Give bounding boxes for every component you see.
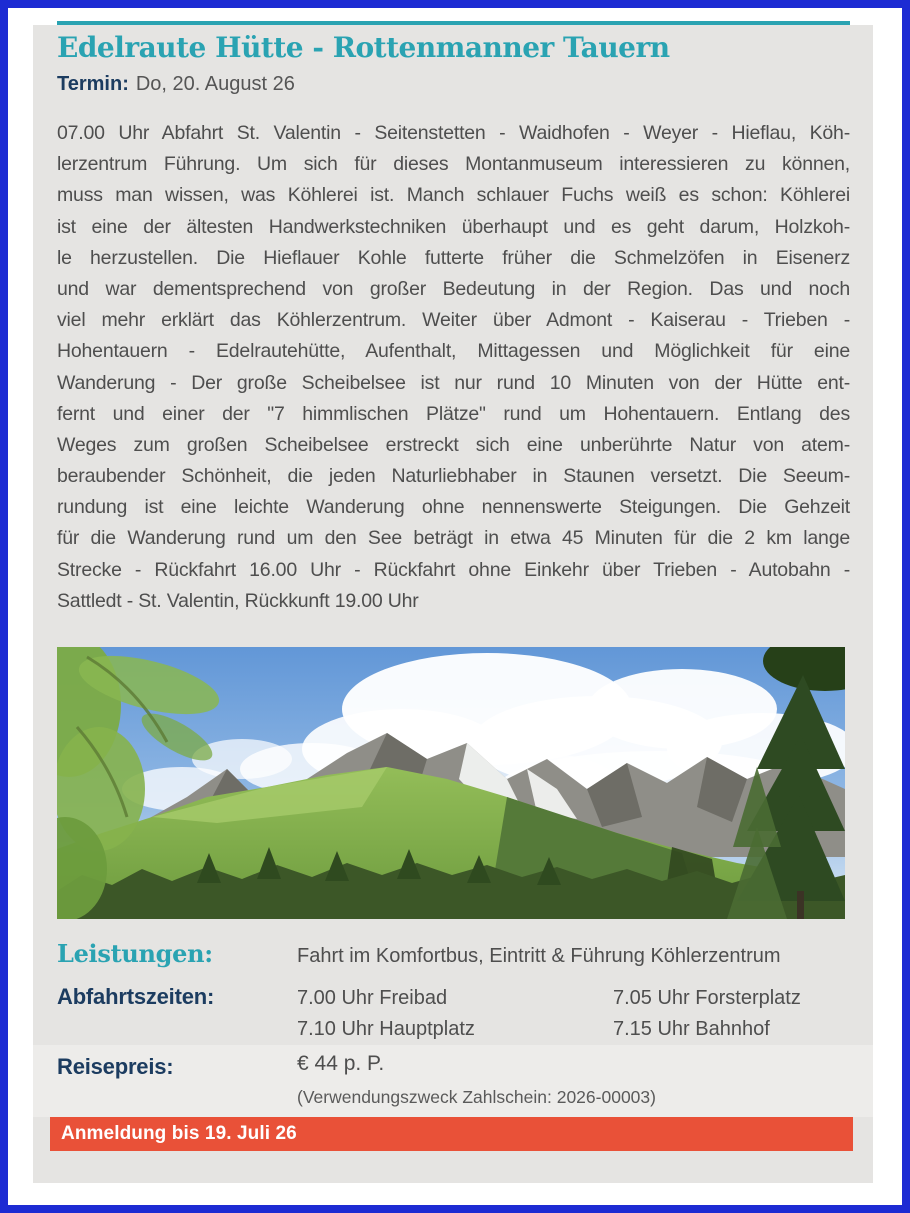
departure-time: 7.15 Uhr Bahnhof xyxy=(613,1018,770,1040)
leistungen-row xyxy=(57,939,850,971)
paper-background xyxy=(8,8,902,1205)
body-line: lerzentrum Führung. Um sich für dieses Montanmuseum interessieren zu können, xyxy=(57,153,850,176)
body-line: Wanderung - Der große Scheibelsee ist nur rund 10 Minuten von der Hütte ent- xyxy=(57,371,850,394)
body-line: fernt und einer der "7 himmlischen Plätze" rund um Hohentauern. Entlang des xyxy=(57,402,850,425)
trip-description xyxy=(57,118,850,617)
body-line: Weges zum großen Scheibelsee erstreckt sich eine unberührte Natur von atem- xyxy=(57,433,850,456)
body-line: ist eine der ältesten Handwerkstechniken überhaupt und es geht darum, Holzkoh- xyxy=(57,215,850,238)
abfahrtszeiten-label: Abfahrtszeiten: xyxy=(57,984,215,1009)
body-line: beraubender Schönheit, die jeden Naturliebhaber in Staunen versetzt. Die Seeum- xyxy=(57,465,850,488)
departure-time: 7.00 Uhr Freibad xyxy=(297,987,448,1009)
body-line: 07.00 Uhr Abfahrt St. Valentin - Seitenstetten - Waidhofen - Weyer - Hieflau, Köh- xyxy=(57,122,850,144)
reisepreis-band xyxy=(33,1045,873,1117)
body-line: Hohentauern - Edelrautehütte, Aufenthalt, Mittagessen und Möglichkeit für eine xyxy=(57,340,850,363)
body-line: le herzustellen. Die Hieflauer Kohle futterte früher die Schmelzöfen in Eisenerz xyxy=(57,246,850,269)
termin-row xyxy=(57,71,850,97)
mountain-landscape-photo xyxy=(57,647,845,919)
registration-deadline-banner xyxy=(50,1117,853,1151)
termin-value: Do, 20. August 26 xyxy=(135,73,295,95)
departure-time: 7.10 Uhr Hauptplatz xyxy=(297,1018,475,1040)
abfahrtszeiten-row xyxy=(57,981,850,1045)
page-title: Edelraute Hütte - Rottenmanner Tauern xyxy=(57,31,670,64)
body-line: und war dementsprechend von großer Bedeutung in der Region. Das und noch xyxy=(57,277,850,300)
body-line: rundung ist eine leichte Wanderung ohne nennenswerte Steigungen. Die Gehzeit xyxy=(57,496,850,519)
reisepreis-label: Reisepreis: xyxy=(57,1054,174,1079)
body-line: muss man wissen, was Köhlerei ist. Manch schlauer Fuchs weiß es schon: Köhlerei xyxy=(57,184,850,207)
content-panel xyxy=(33,25,873,1183)
reisepreis-value: € 44 p. P. xyxy=(297,1052,385,1075)
leistungen-label: Leistungen: xyxy=(57,939,213,968)
body-line: Sattledt - St. Valentin, Rückkunft 19.00 Uhr xyxy=(57,589,419,612)
reisepreis-row xyxy=(57,1051,850,1108)
body-line: viel mehr erklärt das Köhlerzentrum. Weiter über Admont - Kaiserau - Trieben - xyxy=(57,309,850,332)
departure-time: 7.05 Uhr Forsterplatz xyxy=(613,987,801,1009)
trip-details xyxy=(57,939,850,1151)
leistungen-value: Fahrt im Komfortbus, Eintritt & Führung Köhlerzentrum xyxy=(297,945,781,967)
content-area xyxy=(33,25,873,1151)
registration-deadline-text: Anmeldung bis 19. Juli 26 xyxy=(61,1123,297,1144)
departure-times xyxy=(297,983,850,1045)
body-line: für die Wanderung rund um den See beträgt in etwa 45 Minuten für die 2 km lange xyxy=(57,527,850,550)
reisepreis-note: (Verwendungszweck Zahlschein: 2026-00003) xyxy=(297,1087,656,1107)
termin-label: Termin: xyxy=(57,73,129,95)
body-line: Strecke - Rückfahrt 16.00 Uhr - Rückfahrt ohne Einkehr über Trieben - Autobahn - xyxy=(57,558,850,581)
